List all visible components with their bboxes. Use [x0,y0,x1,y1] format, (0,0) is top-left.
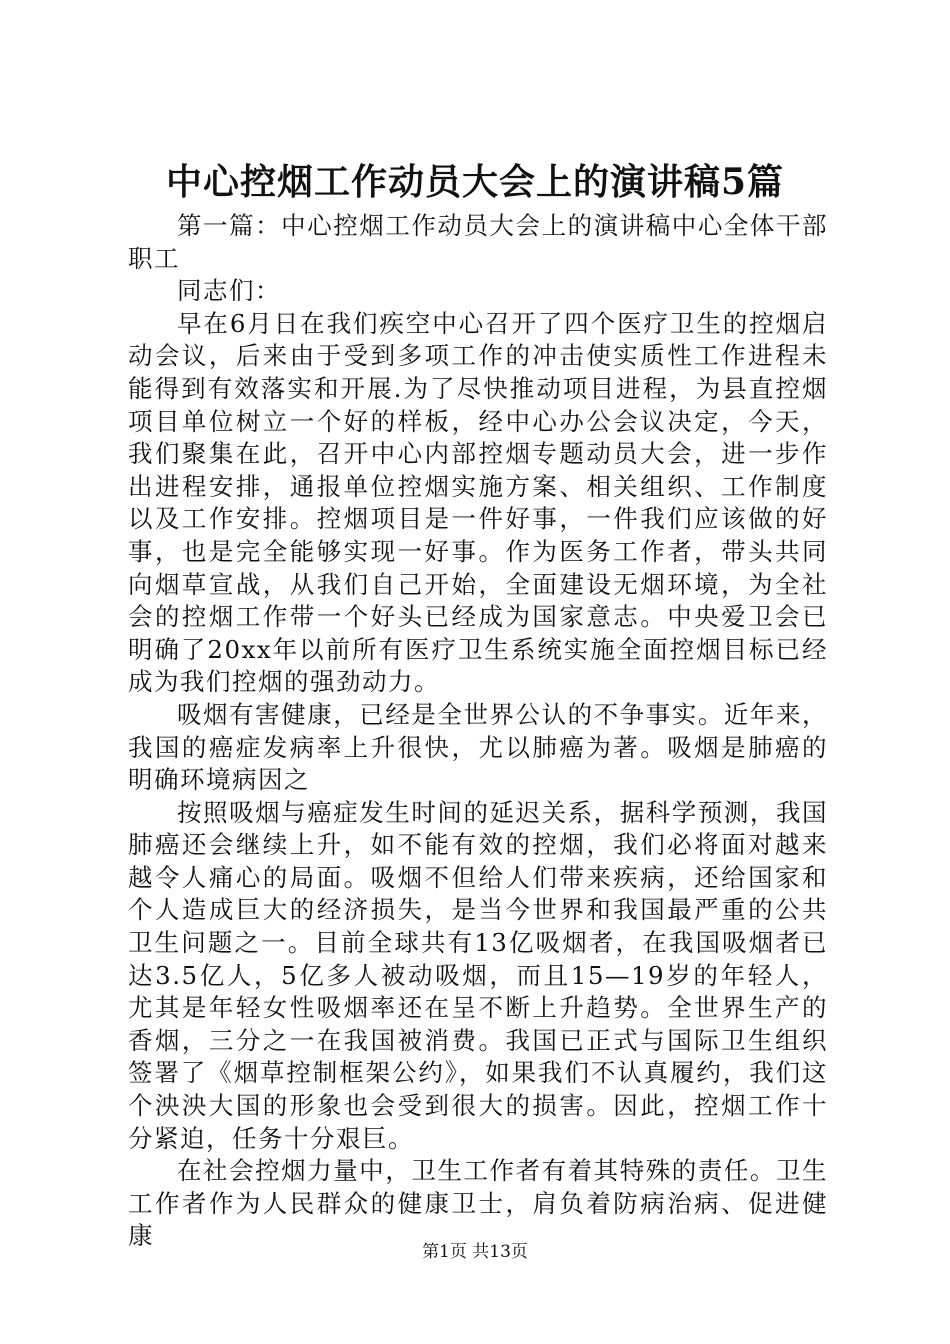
document-title: 中心控烟工作动员大会上的演讲稿5篇 [165,161,785,203]
paragraph: 早在6月日在我们疾空中心召开了四个医疗卫生的控烟启动会议，后来由于受到多项工作的冲击使实质性工作进程未能得到有效落实和开展.为了尽快推动项目进程，为县直控烟项目单位树立一个好的样板，经中心办公会议决定，今天，我们聚集在此，召开中心内部控烟专题动员大会，进一步作出进程安排，通报单位控烟实施方案、相关组织、工作制度以及工作安排。控烟项目是一件好事，一件我们应该做的好事，也是完全能够实现一好事。作为医务工作者，带头共同向烟草宣战，从我们自己开始，全面建设无烟环境，为全社会的控烟工作带一个好头已经成为国家意志。中央爱卫会已明确了20xx年以前所有医疗卫生系统实施全面控烟目标已经成为我们控烟的强劲动力。 [128,308,828,697]
page-number: 第1页 [422,1242,467,1262]
paragraph: 在社会控烟力量中，卫生工作者有着其特殊的责任。卫生工作者作为人民群众的健康卫士，肩负着防病治病、促进健康 [128,1156,828,1251]
paragraph-salutation: 同志们： [177,276,281,306]
paragraph: 吸烟有害健康，已经是全世界公认的不争事实。近年来，我国的癌症发病率上升很快，尤以肺癌为著。吸烟是肺癌的明确环境病因之 [128,699,828,795]
paragraph-heading: 第一篇：中心控烟工作动员大会上的演讲稿中心全体干部职工 [128,211,828,273]
document-body [128,210,828,1253]
paragraph: 按照吸烟与癌症发生时间的延迟关系，据科学预测，我国肺癌还会继续上升，如不能有效的控烟，我们必将面对越来越令人痛心的局面。吸烟不但给人们带来疾病，还给国家和个人造成巨大的经济损失，是当今世界和我国最严重的公共卫生问题之一。目前全球共有13亿吸烟者，在我国吸烟者已达3.5亿人，5亿多人被动吸烟，而且15—19岁的年轻人，尤其是年轻女性吸烟率还在呈不断上升趋势。全世界生产的香烟，三分之一在我国被消费。我国已正式与国际卫生组织签署了《烟草控制框架公约》，如果我们不认真履约，我们这个泱泱大国的形象也会受到很大的损害。因此，控烟工作十分紧迫，任务十分艰巨。 [128,797,828,1153]
page-total: 共13页 [472,1242,528,1262]
page-footer [0,1240,950,1264]
